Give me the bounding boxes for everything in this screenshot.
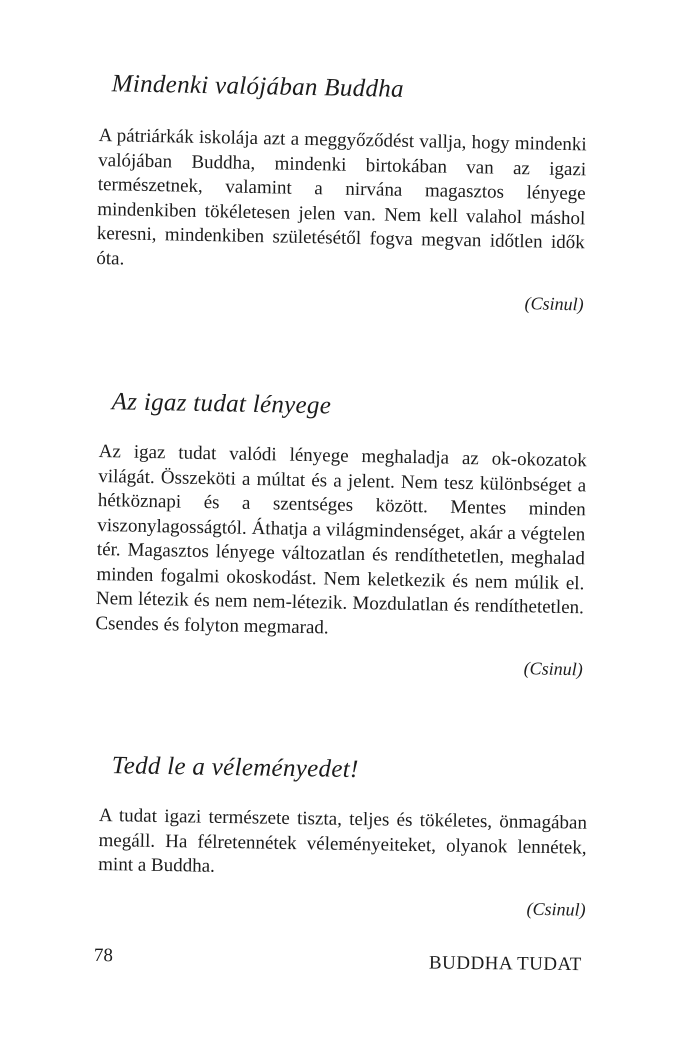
section-tedd-le-a-velemenyedet xyxy=(97,752,587,920)
section-body: Az igaz tudat valódi lényege meghaladja az ok-okozatok világát. Összeköti a múltat és a jelent. Nem tesz különbséget a hétköznapi és a szentséges között. Mentes minden viszonylagosságtól. Áthatja a világmindenséget, akár a végtelen tér. Magasztos lényege változatlan és rendíthetetlen, meghalad minden fogalmi okoskodást. Nem keletkezik és nem múlik el. Nem létezik és nem nem-létezik. Mozdulatlan és rendíthetetlen. Csendes és folyton megmarad. xyxy=(95,440,587,638)
section-attribution: (Csinul) xyxy=(523,658,583,680)
page-footer xyxy=(93,945,582,976)
section-mindenki-valojaban-buddha xyxy=(95,70,587,315)
section-body: A tudat igazi természete tiszta, teljes és tökéletes, önmagában megáll. Ha félretennétek véleményeiteket, olyanok lennétek, mint a Buddha. xyxy=(98,804,588,877)
page-number: 78 xyxy=(93,945,113,967)
section-title: Tedd le a véleményedet! xyxy=(111,752,359,784)
section-attribution: (Csinul) xyxy=(524,293,584,315)
section-title: Az igaz tudat lényege xyxy=(111,388,332,420)
section-title: Mindenki valójában Buddha xyxy=(111,70,405,103)
section-body: A pátriárkák iskolája azt a meggyőződést vallja, hogy mindenki valójában Buddha, mindenki birtokában van az igazi természetnek, valamint a nirvána magasztos lényege mindenkiben tökéletesen jelen van. Nem kell valahol máshol keresni, mindenkiben születésétől fogva megvan időtlen idők óta. xyxy=(96,124,587,270)
section-az-igaz-tudat-lenyege xyxy=(95,388,588,680)
running-title: BUDDHA TUDAT xyxy=(428,952,582,976)
section-attribution: (Csinul) xyxy=(526,898,586,920)
